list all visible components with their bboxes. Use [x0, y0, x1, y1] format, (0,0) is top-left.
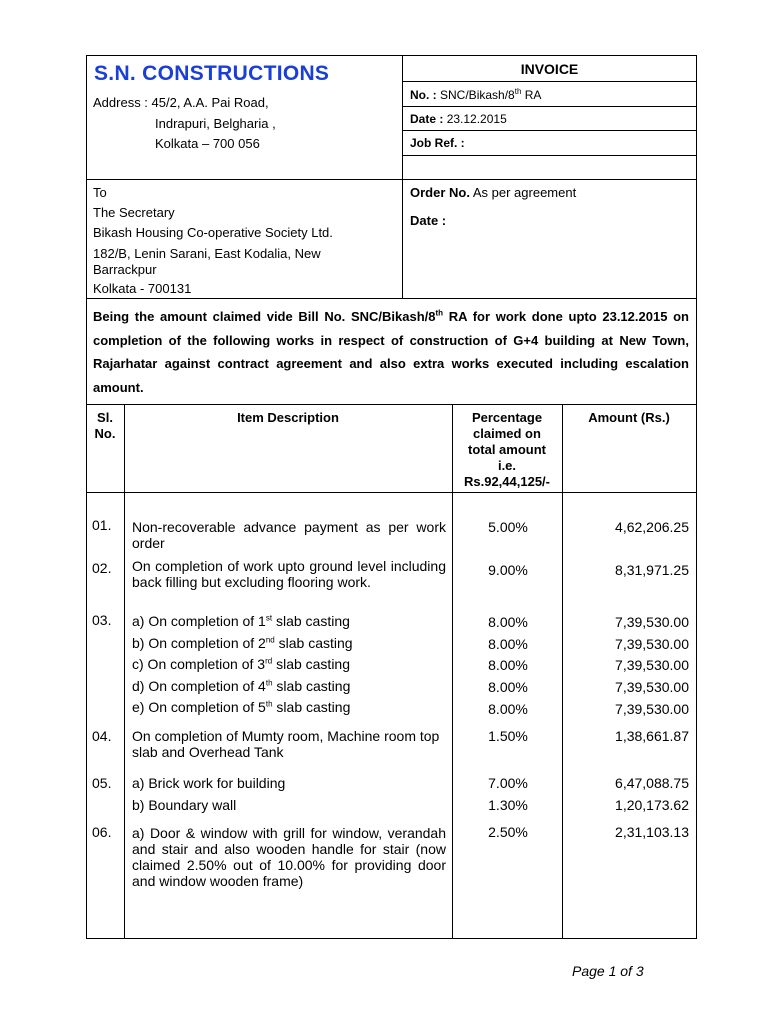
row-03b-sup: nd	[265, 635, 275, 645]
invoice-number-value-post: RA	[521, 88, 542, 102]
header-percentage	[452, 410, 562, 490]
company-address-line1: Address : 45/2, A.A. Pai Road,	[93, 95, 269, 110]
row-01-desc: Non-recoverable advance payment as per work order	[132, 519, 446, 551]
row-06-desc: a) Door & window with grill for window, verandah and stair and also wooden handle for stair (now claimed 2.50% out of 10.00% for providing door and window wooden frame)	[132, 825, 446, 889]
row-05a-pct: 7.00%	[488, 775, 528, 791]
header-pct-line3: total amount	[468, 442, 546, 457]
recipient-line3: 182/B, Lenin Sarani, East Kodalia, New	[93, 246, 321, 261]
row-03a-amt: 7,39,530.00	[615, 614, 689, 630]
invoice-number-sup: th	[514, 87, 522, 96]
row-03b-amt: 7,39,530.00	[615, 636, 689, 652]
row-03d-desc-post: slab casting	[272, 678, 351, 694]
row-01-pct: 5.00%	[488, 519, 528, 535]
row-03d-desc	[132, 678, 446, 694]
border-top	[86, 55, 697, 56]
invoice-number	[410, 87, 541, 103]
row-03-sl: 03.	[92, 612, 112, 628]
row-03e-desc-post: slab casting	[272, 699, 351, 715]
claim-description-part2: RA for work done upto 23.12.2015 on completion of the following works in respect of construction of G+4 building at New Town, Rajarhatar against contract agreement and also extra works executed including escalation amount.	[93, 309, 689, 395]
claim-description	[93, 305, 689, 399]
header-pct-line1: Percentage	[471, 410, 543, 425]
header-divider	[402, 55, 403, 298]
row-05b-amt: 1,20,173.62	[615, 797, 689, 813]
order-date-label: Date :	[410, 213, 447, 228]
row-05b-desc: b) Boundary wall	[132, 797, 237, 813]
invoice-rule-4	[402, 155, 697, 156]
job-ref-label: Job Ref. :	[410, 136, 465, 150]
row-03b-pct: 8.00%	[488, 636, 528, 652]
row-04-desc: On completion of Mumty room, Machine room top slab and Overhead Tank	[132, 728, 440, 760]
order-number-label: Order No.	[410, 185, 470, 200]
row-03a-sup: st	[265, 613, 273, 623]
border-left	[86, 55, 87, 939]
row-03c-desc	[132, 656, 446, 672]
row-03e-desc-pre: e) On completion of 5	[132, 699, 266, 715]
recipient-line1: The Secretary	[93, 205, 175, 220]
row-01-amt: 4,62,206.25	[615, 519, 689, 535]
row-06-pct: 2.50%	[488, 824, 528, 840]
header-pct-line4: i.e.	[497, 458, 517, 473]
section-rule-2	[86, 298, 697, 299]
section-rule-3	[86, 404, 697, 405]
header-pct-line5: Rs.92,44,125/-	[463, 474, 550, 489]
row-03c-pct: 8.00%	[488, 657, 528, 673]
row-02-desc: On completion of work upto ground level including back filling but excluding flooring work.	[132, 558, 446, 590]
row-05a-amt: 6,47,088.75	[615, 775, 689, 791]
border-right	[696, 55, 697, 939]
order-number-value: As per agreement	[472, 185, 577, 200]
invoice-date	[410, 111, 507, 127]
row-03a-pct: 8.00%	[488, 614, 528, 630]
header-pct-line2: claimed on	[473, 426, 541, 441]
row-03d-sup: th	[265, 678, 273, 688]
invoice-date-value: 23.12.2015	[446, 112, 507, 126]
row-03a-desc-post: slab casting	[272, 613, 350, 629]
row-03b-desc	[132, 635, 446, 651]
row-01-sl: 01.	[92, 517, 112, 533]
row-03c-amt: 7,39,530.00	[615, 657, 689, 673]
row-03a-desc	[132, 613, 446, 629]
invoice-rule-1	[402, 81, 697, 82]
row-03d-amt: 7,39,530.00	[615, 679, 689, 695]
row-06-sl: 06.	[92, 824, 112, 840]
row-02-pct: 9.00%	[488, 562, 528, 578]
recipient-line5: Kolkata - 700131	[93, 281, 192, 296]
row-02-sl: 02.	[92, 560, 112, 576]
claim-description-part1: Being the amount claimed vide Bill No. SNC/Bikash/8	[93, 309, 436, 324]
row-05a-desc: a) Brick work for building	[132, 775, 286, 791]
row-06-amt: 2,31,103.13	[615, 824, 689, 840]
order-number	[410, 185, 576, 201]
invoice-date-label: Date :	[410, 112, 444, 126]
claim-description-sup: th	[435, 308, 444, 318]
row-03c-sup: rd	[265, 656, 273, 666]
row-03d-desc-pre: d) On completion of 4	[132, 678, 266, 694]
row-05-sl: 05.	[92, 775, 112, 791]
row-03b-desc-post: slab casting	[274, 635, 353, 651]
row-03e-sup: th	[265, 699, 273, 709]
table-header-rule	[86, 492, 697, 493]
company-address-line3: Kolkata – 700 056	[155, 136, 260, 151]
recipient-line4: Barrackpur	[93, 262, 157, 277]
row-03c-desc-post: slab casting	[272, 656, 351, 672]
recipient-to: To	[93, 185, 107, 200]
header-sl	[86, 410, 124, 442]
col-divider-1	[124, 404, 125, 939]
row-04-pct: 1.50%	[488, 728, 528, 744]
row-03e-desc	[132, 699, 446, 715]
border-bottom	[86, 938, 697, 939]
row-02-amt: 8,31,971.25	[615, 562, 689, 578]
company-name: S.N. CONSTRUCTIONS	[94, 62, 330, 85]
header-amount: Amount (Rs.)	[588, 410, 670, 425]
row-04-sl: 04.	[92, 728, 112, 744]
header-sl-line2: No.	[94, 426, 116, 441]
row-03b-desc-pre: b) On completion of 2	[132, 635, 266, 651]
row-03a-desc-pre: a) On completion of 1	[132, 613, 266, 629]
row-03e-pct: 8.00%	[488, 701, 528, 717]
recipient-line2: Bikash Housing Co-operative Society Ltd.	[93, 225, 333, 240]
row-03c-desc-pre: c) On completion of 3	[132, 656, 266, 672]
row-03e-amt: 7,39,530.00	[615, 701, 689, 717]
invoice-title: INVOICE	[520, 61, 579, 77]
invoice-number-value-pre: SNC/Bikash/8	[440, 88, 515, 102]
invoice-rule-3	[402, 130, 697, 131]
section-rule-1	[86, 179, 697, 180]
row-05b-pct: 1.30%	[488, 797, 528, 813]
page-number: Page 1 of 3	[572, 963, 644, 979]
row-03d-pct: 8.00%	[488, 679, 528, 695]
invoice-rule-2	[402, 106, 697, 107]
row-04-amt: 1,38,661.87	[615, 728, 689, 744]
invoice-number-label: No. :	[410, 88, 437, 102]
header-item-description: Item Description	[237, 410, 339, 425]
company-address-line2: Indrapuri, Belgharia ,	[155, 116, 276, 131]
header-sl-line1: Sl.	[97, 410, 113, 425]
